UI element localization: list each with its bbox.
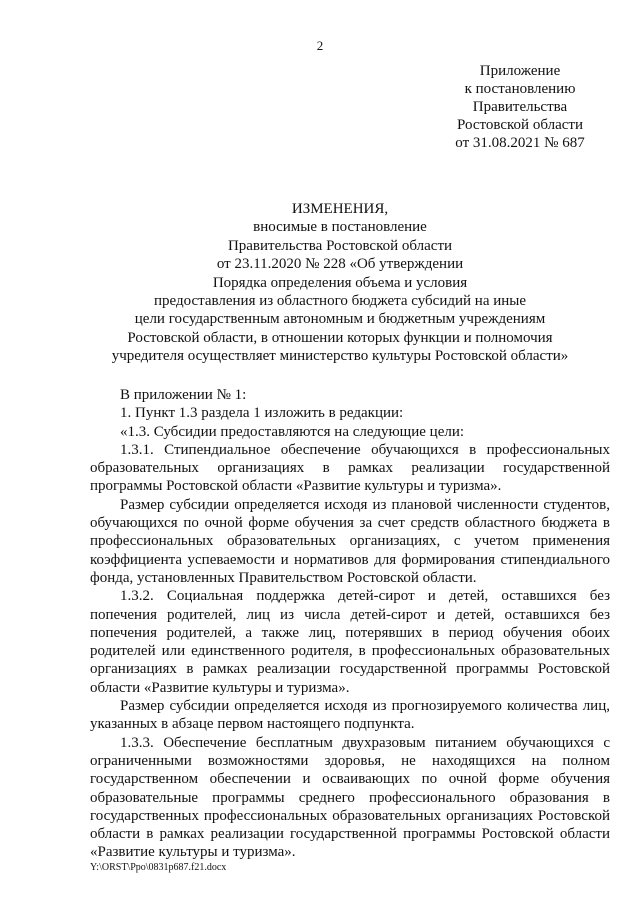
appendix-line: Приложение [479,63,561,79]
title-heading: ИЗМЕНЕНИЯ, [291,201,389,217]
document-body [90,386,610,862]
appendix-block [420,62,620,152]
body-paragraph: 1.3.2. Социальная поддержка детей-сирот и детей, оставшихся без попечения родителей, лиц из числа детей-сирот и детей, оставшихся без попечения родителей, а также лиц, потерявших в период обучения обоих родителей или единственного родителя, в профессиональных образовательных организациях в рамках реализации государственной программы Ростовской области «Развитие культуры и туризма». [90,588,610,696]
body-paragraph: 1. Пункт 1.3 раздела 1 изложить в редакции: [120,405,404,422]
page-number: 2 [316,38,324,53]
title-line: цели государственным автономным и бюджетным учреждениям [134,311,546,328]
body-paragraph: 1.3.3. Обеспечение бесплатным двухразовым питанием обучающихся с ограниченными возможностями здоровья, не находящихся на полном государственном обеспечении и осваивающих по очной форме обучения образовательные программы среднего профессионального образования в государственных профессиональных образовательных организациях Ростовской области в рамках реализации государственной программы Ростовской области «Развитие культуры и туризма». [90,734,610,861]
title-line: предоставления из областного бюджета субсидий на иные [153,293,527,310]
document-title [60,200,620,366]
appendix-line: к постановлению [464,81,576,97]
body-paragraph: В приложении № 1: [120,387,247,403]
title-line: от 23.11.2020 № 228 «Об утверждении [216,256,464,273]
title-line: Ростовской области, в отношении которых функции и полномочия [127,329,553,346]
body-paragraph: Размер субсидии определяется исходя из плановой численности студентов, обучающихся по очной форме обучения за счет средств областного бюджета в профессиональных образовательных организациях, с учетом применения коэффициента успеваемости и нормативов для формирования стипендиального фонда, установленных Правительством Ростовской области. [90,496,610,586]
appendix-line: от 31.08.2021 № 687 [455,135,585,151]
file-path-footer: Y:\ORST\Ppo\0831p687.f21.docx [90,862,227,873]
body-paragraph: 1.3.1. Стипендиальное обеспечение обучающихся в профессиональных образовательных организациях в рамках реализации государственной программы Ростовской области «Развитие культуры и туризма». [90,441,610,495]
title-line: Порядка определения объема и условия [212,274,468,291]
appendix-line: Правительства [472,99,568,115]
title-line: Правительства Ростовской области [227,237,453,254]
body-paragraph: «1.3. Субсидии предоставляются на следующие цели: [120,423,465,440]
appendix-line: Ростовской области [457,117,583,133]
title-line: вносимые в постановление [253,219,427,236]
body-paragraph: Размер субсидии определяется исходя из прогнозируемого количества лиц, указанных в абзаце первом настоящего подпункта. [90,698,610,733]
title-line: учредителя осуществляет министерство культуры Ростовской области» [111,348,569,365]
